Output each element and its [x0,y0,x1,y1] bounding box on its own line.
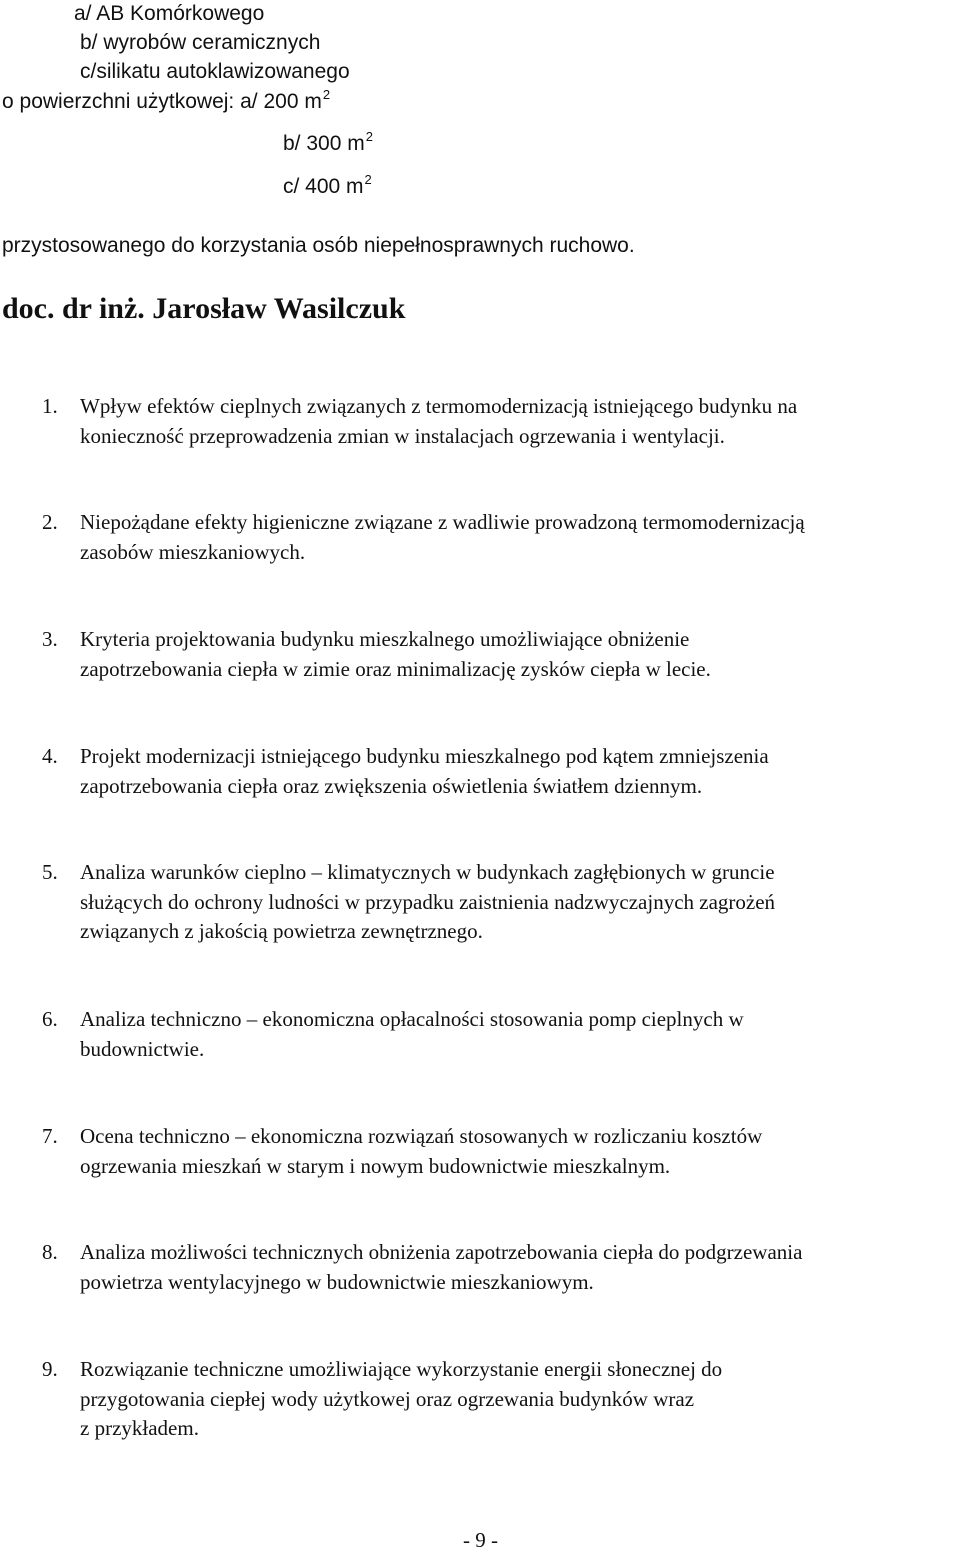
area-a-text: o powierzchni użytkowej: a/ 200 m [2,90,322,113]
topic-line: zapotrzebowania ciepła oraz zwiększenia oświetlenia światłem dziennym. [80,773,703,798]
topic-item-5 [80,858,775,947]
topic-line: Analiza możliwości technicznych obniżenia zapotrzebowania ciepła do podgrzewania [80,1240,803,1264]
topic-number: 9. [42,1357,58,1381]
topic-number: 8. [42,1240,58,1264]
topic-item-3 [80,625,711,684]
topic-item-1 [80,392,797,451]
topic-item-6 [80,1005,744,1064]
topic-line: Wpływ efektów cieplnych związanych z termomodernizacją istniejącego budynku na [80,394,798,418]
topic-line: przygotowania ciepłej wody użytkowej oraz ogrzewania budynków wraz [80,1386,695,1411]
topic-line: z przykładem. [80,1416,199,1440]
topic-number: 3. [42,627,58,651]
topic-number: 2. [42,510,58,534]
area-line-b [283,129,373,155]
topic-line: Kryteria projektowania budynku mieszkalnego umożliwiające obniżenie [80,627,690,651]
topic-item-7 [80,1122,762,1181]
area-line-c [283,172,372,198]
area-b-text: b/ 300 m [283,132,365,155]
area-b-superscript: 2 [365,129,373,144]
topic-line: Analiza warunków cieplno – klimatycznych w budynkach zagłębionych w gruncie [80,860,775,884]
page-number: - 9 - [463,1528,498,1552]
topic-item-9 [80,1355,722,1444]
topic-number: 7. [42,1124,58,1148]
area-c-text: c/ 400 m [283,175,364,198]
topic-number: 5. [42,860,58,884]
topic-line: związanych z jakością powietrza zewnętrznego. [80,919,483,943]
topic-line: zapotrzebowania ciepła w zimie oraz minimalizację zysków ciepła w lecie. [80,656,711,681]
topic-line: zasobów mieszkaniowych. [80,539,306,564]
intro-line-a: a/ AB Komórkowego [74,2,265,25]
topic-line: Analiza techniczno – ekonomiczna opłacalności stosowania pomp cieplnych w [80,1007,744,1031]
topic-line: budownictwie. [80,1036,205,1061]
author-heading: doc. dr inż. Jarosław Wasilczuk [2,292,406,325]
topic-line: Niepożądane efekty higieniczne związane z wadliwie prowadzoną termomodernizacją [80,510,805,534]
topic-line: Ocena techniczno – ekonomiczna rozwiązań stosowanych w rozliczaniu kosztów [80,1124,763,1148]
area-line-a [2,87,331,113]
topic-item-8 [80,1238,802,1297]
intro-line-c: c/silikatu autoklawizowanego [80,60,350,83]
topic-number: 4. [42,744,58,768]
topic-item-2 [80,508,805,567]
topic-line: konieczność przeprowadzenia zmian w instalacjach ogrzewania i wentylacji. [80,423,725,448]
area-c-superscript: 2 [364,172,372,187]
topic-line: ogrzewania mieszkań w starym i nowym budownictwie mieszkalnym. [80,1153,671,1178]
topic-line: Rozwiązanie techniczne umożliwiające wykorzystanie energii słonecznej do [80,1357,723,1381]
topic-number: 1. [42,394,58,418]
accessibility-line: przystosowanego do korzystania osób niepełnosprawnych ruchowo. [2,234,635,257]
topic-line: Projekt modernizacji istniejącego budynku mieszkalnego pod kątem zmniejszenia [80,744,769,768]
intro-line-b: b/ wyrobów ceramicznych [80,31,321,54]
topic-line: powietrza wentylacyjnego w budownictwie mieszkaniowym. [80,1269,594,1294]
topic-item-4 [80,742,769,801]
topic-number: 6. [42,1007,58,1031]
area-a-superscript: 2 [322,87,331,102]
topic-line: służących do ochrony ludności w przypadku zaistnienia nadzwyczajnych zagrożeń [80,889,776,914]
